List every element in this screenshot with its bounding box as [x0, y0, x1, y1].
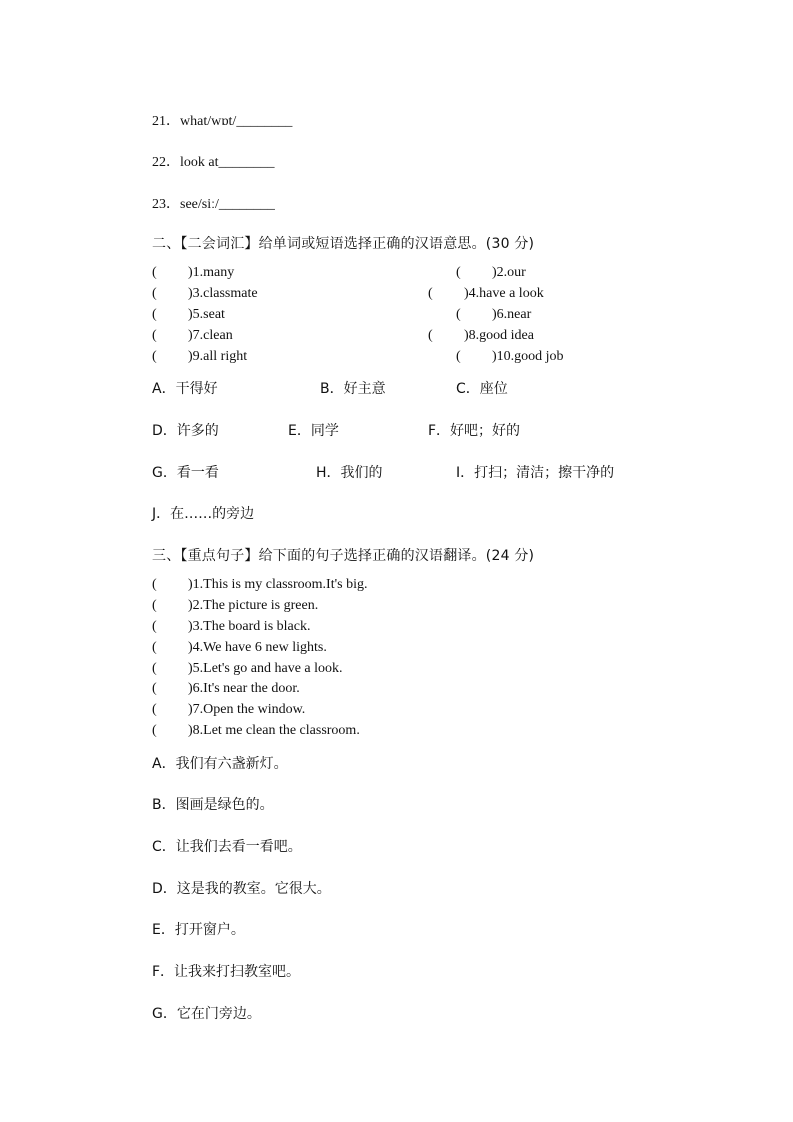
vocab-label: )6.near: [492, 307, 532, 322]
answer-paren: (: [152, 702, 157, 717]
answer-paren: (: [152, 265, 157, 280]
vocab-label: )2.our: [492, 265, 526, 280]
answer-paren: (: [152, 619, 157, 634]
sentence-item-1: [152, 577, 367, 593]
answer-paren: (: [152, 681, 157, 696]
vocab-item-1: [152, 265, 234, 281]
answer-paren: (: [152, 286, 157, 301]
sentence-option-a: A．我们有六盏新灯。: [152, 756, 288, 772]
vocab-item-10: [456, 349, 564, 365]
answer-paren: (: [428, 328, 433, 343]
sentence-label: )4.We have 6 new lights.: [188, 640, 327, 655]
vocab-option-g: G．看一看: [152, 465, 219, 481]
section-2-heading: 二、【二会词汇】给单词或短语选择正确的汉语意思。(30 分): [152, 236, 535, 252]
vocab-option-d: D．许多的: [152, 423, 219, 439]
sentence-option-e: E．打开窗户。: [152, 922, 245, 938]
sentence-option-d: D．这是我的教室。它很大。: [152, 881, 331, 897]
vocab-option-i: I．打扫；清洁；擦干净的: [456, 465, 615, 481]
sentence-item-3: [152, 619, 310, 635]
sentence-option-f: F．让我来打扫教室吧。: [152, 964, 301, 980]
fill-in-item-22: 22．look at________: [152, 155, 275, 170]
sentence-label: )8.Let me clean the classroom.: [188, 723, 360, 738]
vocab-label: )9.all right: [188, 349, 248, 364]
sentence-item-2: [152, 598, 318, 614]
vocab-option-f: F．好吧；好的: [428, 423, 521, 439]
vocab-item-2: [456, 265, 526, 281]
answer-paren: (: [152, 661, 157, 676]
vocab-item-9: [152, 349, 247, 365]
vocab-item-5: [152, 307, 225, 323]
vocab-item-8: [428, 328, 534, 344]
fill-in-item-23: 23．see/siː/________: [152, 197, 275, 212]
sentence-label: )2.The picture is green.: [188, 598, 319, 613]
sentence-item-5: [152, 661, 343, 677]
answer-paren: (: [152, 598, 157, 613]
sentence-label: )3.The board is black.: [188, 619, 311, 634]
answer-paren: (: [456, 349, 461, 364]
vocab-option-b: B．好主意: [320, 381, 386, 397]
answer-paren: (: [152, 328, 157, 343]
vocab-item-4: [428, 286, 544, 302]
vocab-option-c: C．座位: [456, 381, 508, 397]
answer-paren: (: [152, 723, 157, 738]
vocab-option-e: E．同学: [288, 423, 339, 439]
sentence-item-7: [152, 702, 305, 718]
vocab-label: )3.classmate: [188, 286, 258, 301]
sentence-option-c: C．让我们去看一看吧。: [152, 839, 302, 855]
vocab-label: )10.good job: [492, 349, 564, 364]
vocab-item-6: [456, 307, 531, 323]
vocab-label: )5.seat: [188, 307, 225, 322]
answer-paren: (: [456, 265, 461, 280]
section-3-heading: 三、【重点句子】给下面的句子选择正确的汉语翻译。(24 分): [152, 548, 535, 564]
sentence-option-g: G．它在门旁边。: [152, 1006, 261, 1022]
vocab-label: )4.have a look: [464, 286, 544, 301]
vocab-option-j: J．在……的旁边: [152, 506, 255, 522]
sentence-label: )6.It's near the door.: [188, 681, 300, 696]
vocab-option-h: H．我们的: [316, 465, 383, 481]
sentence-option-b: B．图画是绿色的。: [152, 797, 274, 813]
answer-paren: (: [152, 307, 157, 322]
answer-paren: (: [152, 577, 157, 592]
answer-paren: (: [428, 286, 433, 301]
vocab-item-3: [152, 286, 258, 302]
fill-in-item-21: 21．what/wɒt/________: [152, 114, 293, 129]
vocab-option-a: A．干得好: [152, 381, 218, 397]
vocab-label: )7.clean: [188, 328, 233, 343]
answer-paren: (: [152, 349, 157, 364]
vocab-item-7: [152, 328, 233, 344]
vocab-label: )8.good idea: [464, 328, 534, 343]
answer-paren: (: [456, 307, 461, 322]
sentence-item-8: [152, 723, 360, 739]
sentence-item-4: [152, 640, 327, 656]
answer-paren: (: [152, 640, 157, 655]
sentence-label: )1.This is my classroom.It's big.: [188, 577, 368, 592]
sentence-label: )5.Let's go and have a look.: [188, 661, 343, 676]
vocab-label: )1.many: [188, 265, 235, 280]
sentence-label: )7.Open the window.: [188, 702, 306, 717]
sentence-item-6: [152, 681, 300, 697]
